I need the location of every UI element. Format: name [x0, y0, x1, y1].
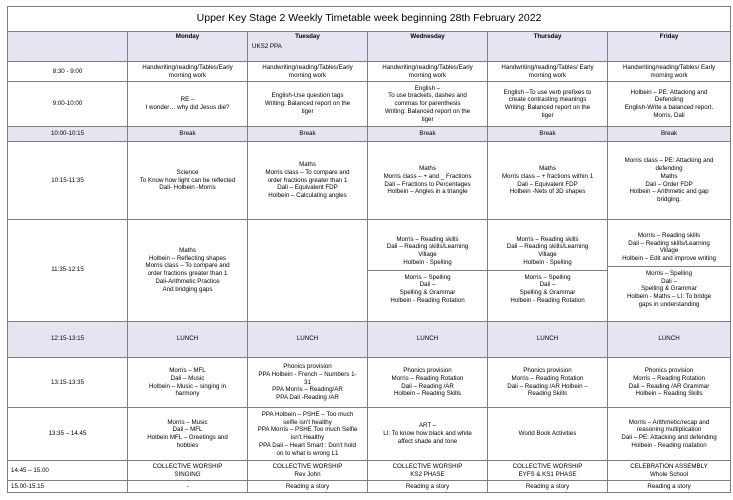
- cell-line: LUNCH: [536, 335, 559, 343]
- day-thursday: [488, 31, 608, 61]
- cell-line: Writing: Balanced report on the: [264, 100, 351, 108]
- day-wednesday: [368, 31, 488, 61]
- cell-line: morning work: [408, 71, 447, 79]
- cell-line: Phonics provision: [644, 367, 694, 375]
- cell-line: Holbein - Reading Rotation: [390, 296, 465, 304]
- cell-line: 31: [304, 378, 311, 386]
- cell-line: Morris – Arithmetic/recap and: [628, 418, 710, 426]
- tuesday-note: UKS2 PPA: [252, 42, 282, 50]
- lesson-cell-wednesday: [368, 407, 488, 460]
- cell-line: Writing: Balanced report on the: [384, 107, 471, 115]
- cell-line: Morris class – + fractions within 1: [501, 172, 594, 180]
- cell-line: tiger: [301, 107, 314, 115]
- cell-line: Dali –: [419, 281, 436, 289]
- cell-line: PPA Morris – Reading/AR: [272, 386, 343, 394]
- timetable-row: [8, 127, 731, 142]
- lesson-cell-tuesday: [248, 62, 368, 82]
- day-tuesday: [248, 31, 368, 61]
- day-monday: [128, 31, 248, 61]
- cell-line: LI: To know how black and white: [383, 430, 472, 438]
- lesson-cell-friday: [608, 62, 731, 82]
- cell-line: Morris – Reading Rotation: [391, 374, 464, 382]
- cell-line: Morris – Reading Rotation: [633, 374, 705, 382]
- lesson-cell-wednesday: [368, 481, 488, 493]
- cell-line: isn't Healthy: [290, 434, 325, 442]
- day-header-row: [8, 31, 731, 61]
- time-slot: 15.00-15.15: [8, 481, 128, 493]
- cell-line: Dali – Reading /AR: [401, 382, 454, 390]
- cell-line: Dali –: [539, 281, 556, 289]
- cell-line: tiger: [541, 111, 554, 119]
- cell-line: Reading Skills: [527, 390, 568, 398]
- cell-line: Holbein - Spelling: [523, 258, 572, 266]
- lesson-cell-thursday: [488, 62, 608, 82]
- cell-line: Holbein - Spelling: [403, 258, 452, 266]
- cell-line: Holbein – Angles in a triangle: [387, 188, 468, 196]
- cell-line: Morris – Spelling: [404, 273, 451, 281]
- cell-line: Handwriting/reading/Tables/ Early: [501, 63, 594, 71]
- cell-line: Spelling & Grammar: [519, 289, 576, 297]
- cell-line: Holbein - Maths – LI: To bridge: [626, 293, 712, 301]
- timetable-row: [8, 321, 731, 358]
- cell-line: selfie isn't healthy: [283, 418, 332, 426]
- cell-line: Dali – MFL: [172, 426, 203, 434]
- cell-line: Dali – Order FDP: [645, 180, 693, 188]
- lesson-cell-tuesday: [248, 481, 368, 493]
- lesson-cell-thursday: [488, 481, 608, 493]
- cell-line: Morris – Music: [167, 418, 208, 426]
- cell-line: To Know how light can be reflected: [139, 176, 236, 184]
- cell-line: I wonder… why did Jesus die?: [145, 104, 230, 112]
- cell-line: reasoning multiplication: [636, 426, 702, 434]
- lesson-cell-tuesday: [248, 358, 368, 408]
- timetable: [7, 6, 731, 493]
- cell-line: English-Write a balanced report.: [624, 104, 714, 112]
- cell-line: Dali – Reading skills/Learning: [506, 243, 589, 251]
- cell-line: Phonics provision: [523, 367, 572, 375]
- cell-line: To use brackets, dashes and: [388, 92, 467, 100]
- cell-line: LUNCH: [176, 335, 199, 343]
- timetable-row: [8, 219, 731, 321]
- lesson-cell-wednesday: [368, 82, 488, 127]
- lesson-cell-thursday: [488, 407, 608, 460]
- cell-line: Morris class – PE: Attacking and: [624, 157, 714, 165]
- lesson-bottom-half: [488, 270, 607, 308]
- cell-line: Dali – Music: [170, 374, 205, 382]
- timetable-row: [8, 461, 731, 481]
- timetable-row: [8, 142, 731, 220]
- cell-line: Dali-Arithmetic Practice: [155, 277, 220, 285]
- lesson-cell-friday: [608, 82, 731, 127]
- cell-line: Morris – Reading skills: [516, 235, 579, 243]
- lesson-cell-tuesday: [248, 82, 368, 127]
- cell-line: Spelling & Grammar: [399, 289, 456, 297]
- lesson-cell-friday: [608, 407, 731, 460]
- cell-line: PPA Holbein – PSHE – Too much: [261, 410, 354, 418]
- cell-line: order fractions greater than 1: [267, 176, 348, 184]
- lesson-cell-monday: [128, 321, 248, 358]
- cell-line: Dali –: [661, 277, 677, 285]
- cell-line: Morris class – To compare and: [145, 262, 230, 270]
- cell-line: COLLECTIVE WORSHIP: [272, 463, 343, 471]
- cell-line: Dali – Equivalent FDP: [277, 184, 338, 192]
- lesson-cell-wednesday: [368, 62, 488, 82]
- cell-line: PPA Holbein - French – Numbers 1-: [258, 370, 357, 378]
- cell-line: Handwriting/reading/Tables/Early: [382, 63, 473, 71]
- lesson-cell-friday: [608, 358, 731, 408]
- cell-line: Holbein – Reading Skills: [635, 390, 703, 398]
- time-slot: 11:35-12:15: [8, 219, 128, 321]
- time-slot: 8:30 - 9:00: [8, 62, 128, 82]
- lesson-cell-tuesday: [248, 461, 368, 481]
- lesson-cell-friday: [608, 481, 731, 493]
- cell-line: Holbein – Calculating angles: [268, 192, 347, 200]
- cell-line: SINGING: [174, 470, 201, 478]
- cell-line: Phonics provision: [283, 363, 332, 371]
- lesson-cell-friday: [608, 219, 731, 321]
- cell-line: PPA Dali – Heart Smart : Don't hold: [258, 441, 356, 449]
- cell-line: defending: [655, 165, 683, 173]
- cell-line: Maths: [419, 165, 436, 173]
- cell-line: Maths: [539, 165, 556, 173]
- cell-line: Dali – Equivalent FDP: [517, 180, 578, 188]
- cell-line: Holbein – Reading Skills: [393, 390, 462, 398]
- cell-line: Holbein MFL – Greetings and: [147, 434, 228, 442]
- lesson-cell-monday: [128, 461, 248, 481]
- cell-line: gaps in understanding: [638, 300, 700, 308]
- cell-line: Handwriting/reading/Tables/ Early: [622, 63, 716, 71]
- lesson-cell-tuesday: [248, 321, 368, 358]
- timetable-row: [8, 407, 731, 460]
- cell-line: PPA Morris – PSHE Too much Selfie: [257, 426, 358, 434]
- timetable-row: [8, 358, 731, 408]
- cell-line: affect shade and tone: [397, 437, 458, 445]
- time-slot: 10:15-11:35: [8, 142, 128, 220]
- cell-line: harmony: [175, 390, 200, 398]
- cell-line: Dali – Reading skills/Learning: [386, 243, 469, 251]
- timetable-body: [8, 62, 731, 493]
- cell-line: Spelling & Grammar: [641, 285, 697, 293]
- cell-line: Morris – MFL: [169, 367, 206, 375]
- cell-line: morning work: [528, 71, 567, 79]
- cell-line: Reading a story: [405, 482, 450, 490]
- timetable-row: [8, 82, 731, 127]
- cell-line: Village: [418, 251, 437, 259]
- timetable-title: Upper Key Stage 2 Weekly Timetable week beginning 28th February 2022: [8, 7, 731, 32]
- cell-line: Break: [660, 130, 678, 138]
- cell-line: Rev John: [294, 470, 321, 478]
- lesson-top-half: [488, 233, 607, 270]
- cell-line: Break: [419, 130, 436, 138]
- cell-line: Dali – Reading /AR Holbein –: [507, 382, 588, 390]
- lesson-cell-monday: [128, 127, 248, 142]
- header-time-cell: [8, 31, 128, 61]
- cell-line: Maths: [179, 246, 196, 254]
- lesson-cell-tuesday: [248, 407, 368, 460]
- cell-line: Holbein – PE: Attacking and: [630, 88, 708, 96]
- cell-line: Holbein – Reflecting shapes: [148, 254, 227, 262]
- cell-line: Morris class – To compare and: [265, 168, 350, 176]
- cell-line: morning work: [650, 71, 688, 79]
- cell-line: morning work: [168, 71, 207, 79]
- cell-line: Writing: Balanced report on the: [504, 104, 591, 112]
- lesson-cell-thursday: [488, 127, 608, 142]
- cell-line: And bridging gaps: [162, 285, 213, 293]
- day-label: Thursday: [533, 32, 562, 40]
- cell-line: Morris – Spelling: [524, 273, 571, 281]
- cell-line: Break: [299, 130, 316, 138]
- cell-line: English –To use verb prefixes to: [503, 88, 592, 96]
- cell-line: Maths: [299, 161, 316, 169]
- cell-line: Break: [539, 130, 556, 138]
- cell-line: LUNCH: [296, 335, 319, 343]
- lesson-cell-friday: [608, 142, 731, 220]
- cell-line: KS2 PHASE: [410, 470, 445, 478]
- cell-line: Morris – Reading skills: [396, 235, 459, 243]
- cell-line: tiger: [421, 115, 434, 123]
- cell-line: COLLECTIVE WORSHIP: [512, 463, 583, 471]
- cell-line: RE –: [180, 96, 195, 104]
- day-label: Wednesday: [410, 32, 445, 40]
- cell-line: Dali- Holbein -Morris: [159, 184, 216, 192]
- cell-line: morning work: [288, 71, 327, 79]
- lesson-cell-tuesday: [248, 142, 368, 220]
- cell-line: Reading a story: [525, 482, 570, 490]
- lesson-cell-thursday: [488, 142, 608, 220]
- cell-line: Morris – Reading Rotation: [511, 374, 584, 382]
- lesson-cell-thursday: [488, 358, 608, 408]
- cell-line: LUNCH: [416, 335, 439, 343]
- timetable-row: [8, 62, 731, 82]
- time-slot: 13:15-13:35: [8, 358, 128, 408]
- lesson-cell-friday: [608, 461, 731, 481]
- lesson-cell-thursday: [488, 461, 608, 481]
- cell-line: Morris class – + and _ Fractions: [383, 172, 472, 180]
- lesson-bottom-half: [368, 270, 487, 308]
- cell-line: Dali – Fractions to Percentages: [384, 180, 471, 188]
- cell-line: Village: [659, 247, 679, 255]
- timetable-row: [8, 481, 731, 493]
- cell-line: on to what is wrong L1: [276, 449, 339, 457]
- cell-line: PPA Dali -Reading /AR: [276, 394, 339, 402]
- cell-line: -: [186, 482, 189, 490]
- lesson-cell-monday: [128, 62, 248, 82]
- cell-line: Morris, Dali: [653, 111, 685, 119]
- day-label: Monday: [175, 32, 200, 40]
- day-friday: [608, 31, 731, 61]
- time-slot: 13:35 – 14.45: [8, 407, 128, 460]
- lesson-top-half: [368, 233, 487, 270]
- cell-line: Dali – Reading /AR Grammar: [628, 382, 710, 390]
- cell-line: bridging.: [657, 196, 681, 204]
- cell-line: Holbein – Edit and improve writing: [622, 255, 716, 263]
- lesson-cell-wednesday: [368, 142, 488, 220]
- lesson-bottom-half: [608, 266, 730, 312]
- lesson-cell-monday: [128, 142, 248, 220]
- lesson-cell-monday: [128, 219, 248, 321]
- lesson-cell-monday: [128, 407, 248, 460]
- cell-line: Dali – Reading skills/Learning: [628, 239, 710, 247]
- cell-line: Holbein -Nets of 3D shapes: [509, 188, 586, 196]
- lesson-cell-wednesday: [368, 219, 488, 321]
- cell-line: Morris – Spelling: [645, 269, 693, 277]
- lesson-cell-tuesday: [248, 219, 368, 321]
- time-slot: 14.45 – 15.00: [8, 461, 128, 481]
- lesson-cell-friday: [608, 321, 731, 358]
- cell-line: Holbein - Reading roatation: [631, 441, 707, 449]
- cell-line: World Book Activities: [518, 430, 577, 438]
- lesson-top-half: [608, 229, 730, 266]
- cell-line: Handwriting/reading/Tables/Early: [262, 63, 353, 71]
- day-label: Tuesday: [295, 32, 320, 40]
- cell-line: English –: [414, 84, 441, 92]
- time-slot: 12:15-13:15: [8, 321, 128, 358]
- lesson-cell-wednesday: [368, 321, 488, 358]
- cell-line: Maths: [660, 172, 678, 180]
- cell-line: create contrasting meanings: [508, 96, 587, 104]
- lesson-cell-wednesday: [368, 127, 488, 142]
- cell-line: Village: [538, 251, 557, 259]
- time-slot: 10:00-10:15: [8, 127, 128, 142]
- cell-line: order fractions greater than 1: [147, 270, 228, 278]
- lesson-cell-tuesday: [248, 127, 368, 142]
- cell-line: Defending: [654, 96, 684, 104]
- cell-line: EYFS & KS1 PHASE: [518, 470, 577, 478]
- lesson-cell-monday: [128, 481, 248, 493]
- cell-line: Holbein - Reading Rotation: [510, 296, 585, 304]
- lesson-cell-friday: [608, 127, 731, 142]
- cell-line: Science: [176, 168, 199, 176]
- cell-line: Dali – PE: Attacking and defending: [621, 434, 717, 442]
- lesson-cell-monday: [128, 82, 248, 127]
- lesson-cell-wednesday: [368, 358, 488, 408]
- cell-line: Holbein – Arithmetic and gap: [629, 188, 709, 196]
- cell-line: ART –: [418, 422, 437, 430]
- cell-line: English-Use question tags: [271, 92, 344, 100]
- cell-line: Whole School: [649, 470, 689, 478]
- day-label: Friday: [659, 32, 679, 40]
- cell-line: Handwriting/reading/Tables/Early: [142, 63, 233, 71]
- cell-line: COLLECTIVE WORSHIP: [392, 463, 463, 471]
- cell-line: LUNCH: [658, 335, 680, 343]
- cell-line: Morris – Reading skills: [637, 231, 701, 239]
- lesson-cell-monday: [128, 358, 248, 408]
- cell-line: CELEBRATION ASSEMBLY: [630, 463, 708, 471]
- cell-line: Reading a story: [285, 482, 330, 490]
- time-slot: 9:00-10:00: [8, 82, 128, 127]
- cell-line: commas for parenthesis: [394, 100, 461, 108]
- lesson-cell-thursday: [488, 82, 608, 127]
- cell-line: Break: [179, 130, 196, 138]
- lesson-cell-thursday: [488, 321, 608, 358]
- lesson-cell-thursday: [488, 219, 608, 321]
- cell-line: COLLECTIVE WORSHIP: [152, 463, 223, 471]
- cell-line: hobbies: [176, 441, 199, 449]
- lesson-cell-wednesday: [368, 461, 488, 481]
- cell-line: Reading a story: [647, 482, 691, 490]
- cell-line: Holbein – Music – singing in: [148, 382, 227, 390]
- cell-line: Phonics provision: [403, 367, 452, 375]
